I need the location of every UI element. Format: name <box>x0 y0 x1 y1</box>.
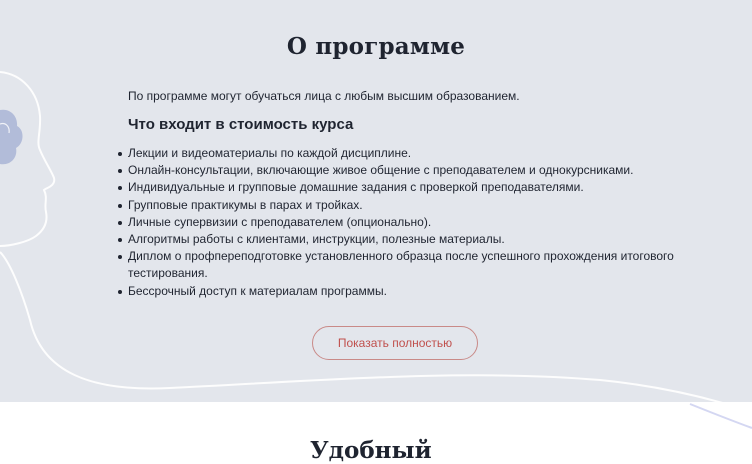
list-item: Бессрочный доступ к материалам программы. <box>128 283 688 300</box>
list-item: Индивидуальные и групповые домашние задания с проверкой преподавателями. <box>128 179 688 196</box>
next-section-title: Удобный <box>310 437 432 464</box>
section-title: О программе <box>286 33 466 60</box>
list-item: Онлайн-консультации, включающие живое общение с преподавателем и однокурсниками. <box>128 162 688 179</box>
course-includes-heading: Что входит в стоимость курса <box>128 116 354 133</box>
list-item: Диплом о профпереподготовке установленного образца после успешного прохождения итогового тестирования. <box>128 248 688 282</box>
list-item: Лекции и видеоматериалы по каждой дисциплине. <box>128 145 688 162</box>
list-item: Алгоритмы работы с клиентами, инструкции, полезные материалы. <box>128 231 688 248</box>
course-features-list <box>128 145 688 300</box>
intro-text: По программе могут обучаться лица с любым высшим образованием. <box>128 89 520 103</box>
brain-illustration <box>0 110 23 165</box>
show-more-button[interactable]: Показать полностью <box>312 326 478 360</box>
head-outline <box>0 72 54 246</box>
list-item: Личные супервизии с преподавателем (опционально). <box>128 214 688 231</box>
list-item: Групповые практикумы в парах и тройках. <box>128 197 688 214</box>
